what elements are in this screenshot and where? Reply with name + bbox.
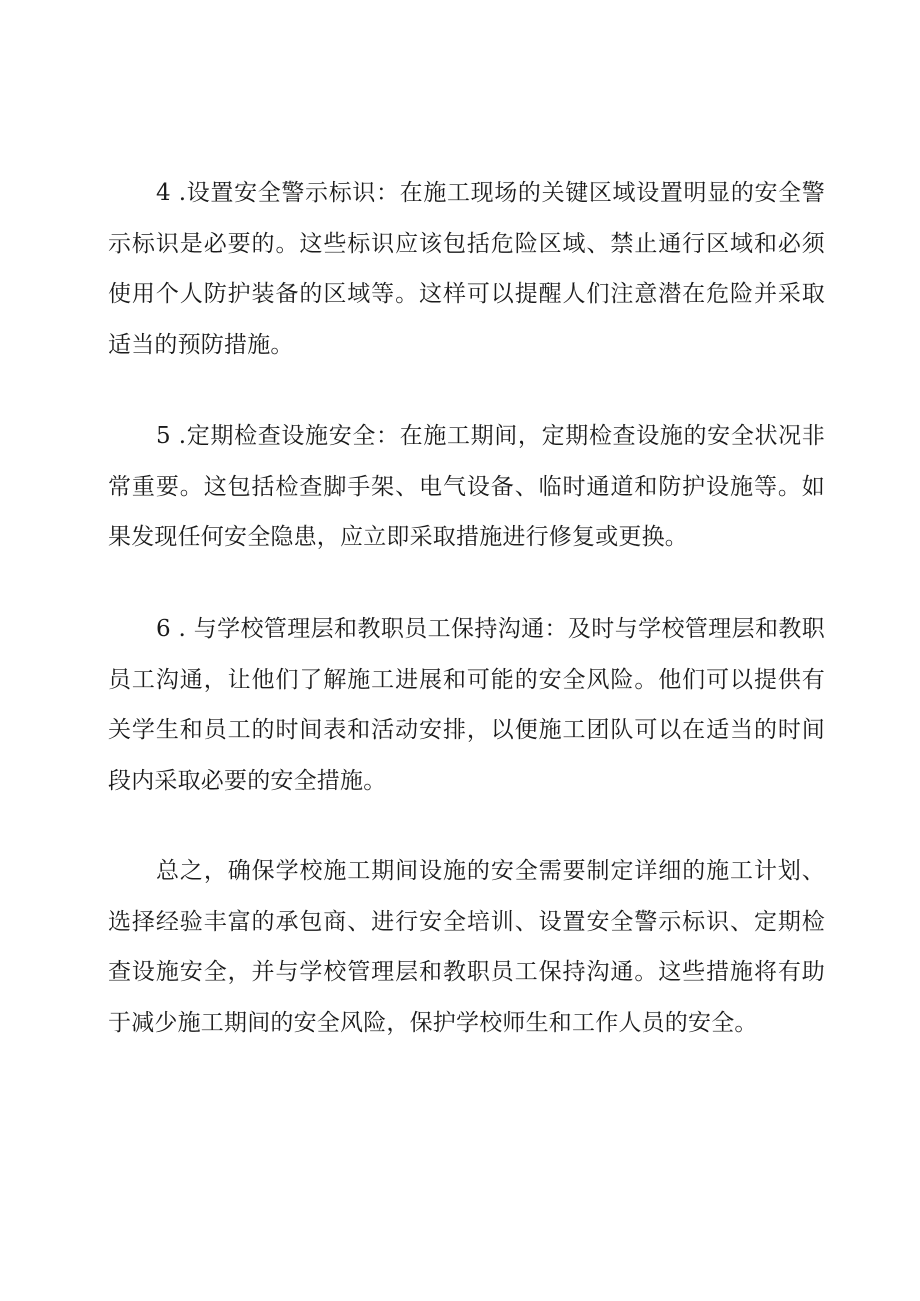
paragraph-warning-signs: 4 .设置安全警示标识：在施工现场的关键区域设置明显的安全警示标识是必要的。这些标识应该包括危险区域、禁止通行区域和必须使用个人防护装备的区域等。这样可以提醒人们注意潜在危险并采取适当的预防措施。: [108, 180, 825, 358]
paragraph-facility-inspection: 5 .定期检查设施安全：在施工期间，定期检查设施的安全状况非常重要。这包括检查脚手架、电气设备、临时通道和防护设施等。如果发现任何安全隐患，应立即采取措施进行修复或更换。: [108, 423, 825, 550]
paragraph-summary: 总之，确保学校施工期间设施的安全需要制定详细的施工计划、选择经验丰富的承包商、进行安全培训、设置安全警示标识、定期检查设施安全，并与学校管理层和教职员工保持沟通。这些措施将有助于减少施工期间的安全风险，保护学校师生和工作人员的安全。: [108, 858, 825, 1036]
paragraph-school-communication: 6 . 与学校管理层和教职员工保持沟通：及时与学校管理层和教职员工沟通，让他们了解施工进展和可能的安全风险。他们可以提供有关学生和员工的时间表和活动安排，以便施工团队可以在适当的时间段内采取必要的安全措施。: [108, 616, 825, 794]
